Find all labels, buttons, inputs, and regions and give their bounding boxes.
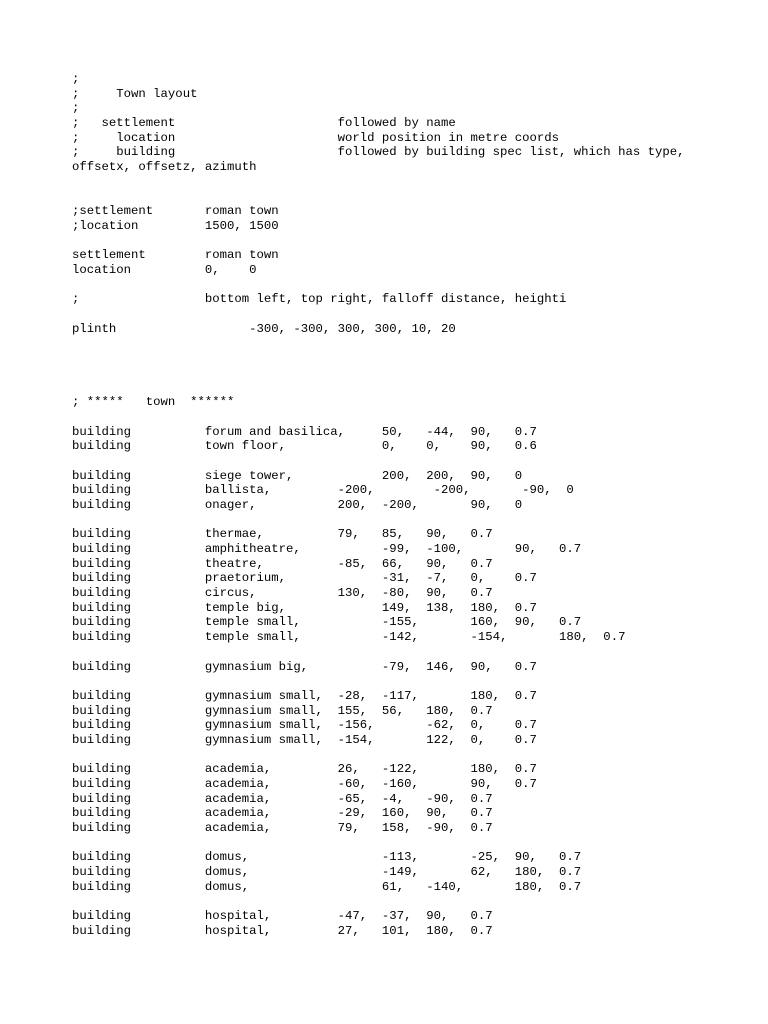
- text-line: building onager, 200, -200, 90, 0: [72, 497, 523, 512]
- text-line: building domus, 61, -140, 180, 0.7: [72, 879, 582, 894]
- text-line: building domus, -113, -25, 90, 0.7: [72, 850, 582, 865]
- blank-line: [72, 351, 752, 366]
- text-line: building temple big, 149, 138, 180, 0.7: [72, 600, 537, 615]
- text-line: building hospital, -47, -37, 90, 0.7: [72, 909, 493, 924]
- blank-line: [72, 380, 752, 395]
- text-line: building praetorium, -31, -7, 0, 0.7: [72, 571, 537, 586]
- text-line: building thermae, 79, 85, 90, 0.7: [72, 527, 493, 542]
- blank-line: [72, 674, 752, 689]
- blank-line: [72, 307, 752, 322]
- text-line: building gymnasium small, -28, -117, 180, 0.7: [72, 688, 537, 703]
- text-line: ;: [72, 72, 80, 86]
- text-line: building hospital, 27, 101, 180, 0.7: [72, 923, 493, 938]
- text-line: building temple small, -155, 160, 90, 0.7: [72, 615, 582, 630]
- text-line: ;: [72, 101, 80, 116]
- text-line: building forum and basilica, 50, -44, 90, 0.7: [72, 424, 537, 439]
- text-line: ; location world position in metre coords: [72, 130, 560, 145]
- text-line: building academia, -29, 160, 90, 0.7: [72, 806, 493, 821]
- text-line: building gymnasium small, -154, 122, 0, 0.7: [72, 732, 537, 747]
- text-line: building siege tower, 200, 200, 90, 0: [72, 468, 523, 483]
- text-line: building town floor, 0, 0, 90, 0.6: [72, 439, 537, 454]
- text-line: building temple small, -142, -154, 180, 0.7: [72, 630, 626, 645]
- blank-line: [72, 366, 752, 381]
- text-line: ;settlement roman town: [72, 204, 279, 219]
- text-line: offsetx, offsetz, azimuth: [72, 160, 257, 175]
- blank-line: [72, 234, 752, 249]
- blank-line: [72, 278, 752, 293]
- text-line: ; bottom left, top right, falloff distance, heighti: [72, 292, 567, 307]
- text-line: building academia, -60, -160, 90, 0.7: [72, 777, 537, 791]
- text-line: building theatre, -85, 66, 90, 0.7: [72, 556, 493, 571]
- text-line: building academia, 26, -122, 180, 0.7: [72, 762, 537, 777]
- blank-line: [72, 895, 752, 910]
- text-line: ; building followed by building spec list, which has type,: [72, 145, 685, 160]
- blank-line: [72, 454, 752, 469]
- text-line: building academia, 79, 158, -90, 0.7: [72, 821, 493, 836]
- text-line: building gymnasium small, 155, 56, 180, 0.7: [72, 703, 493, 718]
- blank-line: [72, 175, 752, 190]
- blank-line: [72, 190, 752, 205]
- document-page: [72, 72, 752, 939]
- blank-line: [72, 513, 752, 528]
- text-line: ; Town layout: [72, 86, 198, 101]
- blank-line: [72, 748, 752, 763]
- text-line: building gymnasium big, -79, 146, 90, 0.7: [72, 659, 537, 674]
- text-line: location 0, 0: [72, 262, 257, 277]
- blank-line: [72, 336, 752, 351]
- text-line: building amphitheatre, -99, -100, 90, 0.7: [72, 542, 582, 556]
- text-line: building academia, -65, -4, -90, 0.7: [72, 791, 493, 806]
- text-line: plinth -300, -300, 300, 300, 10, 20: [72, 321, 456, 336]
- blank-line: [72, 645, 752, 660]
- text-line: ;location 1500, 1500: [72, 218, 279, 233]
- text-line: building domus, -149, 62, 180, 0.7: [72, 865, 582, 880]
- text-line: building gymnasium small, -156, -62, 0, 0.7: [72, 718, 537, 733]
- text-line: building circus, 130, -80, 90, 0.7: [72, 586, 493, 601]
- text-line: ; ***** town ******: [72, 395, 235, 410]
- text-line: ; settlement followed by name: [72, 116, 456, 131]
- text-line: building ballista, -200, -200, -90, 0: [72, 483, 574, 498]
- blank-line: [72, 836, 752, 851]
- blank-line: [72, 410, 752, 425]
- text-line: settlement roman town: [72, 248, 279, 263]
